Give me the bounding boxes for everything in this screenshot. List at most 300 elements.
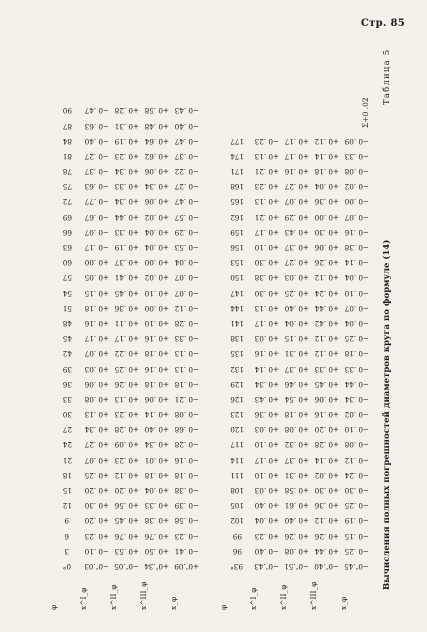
cell-xI: +0 .16 <box>84 319 110 328</box>
cell-xI: +0 .08 <box>84 394 110 404</box>
cell-xIII: +0 .12 <box>314 516 340 526</box>
cell-xIII: +0 .14 <box>314 455 340 465</box>
cell-xI: +0 .23 <box>84 531 110 541</box>
cell-xsum: −0 .13 <box>174 349 200 359</box>
cell-phi: 114 <box>230 455 244 465</box>
cell-xIII: +0 .00 <box>144 303 170 313</box>
cell-xI: +0 .13 <box>254 151 280 161</box>
cell-xI: −0 .67 <box>84 212 110 222</box>
cell-xIII: +0 .16 <box>314 410 340 420</box>
cell-xII: +0 .31 <box>114 121 140 131</box>
cell-xIII: +0 .02 <box>144 273 170 283</box>
cell-xI: +0 .25 <box>84 470 110 480</box>
cell-xII: +0 .37 <box>284 364 310 374</box>
cell-xsum: −0 .21 <box>174 394 200 404</box>
cell-xI: −0 .07 <box>84 227 110 237</box>
cell-xIII: +0 .00 <box>314 212 340 222</box>
cell-xIII: +0 .33 <box>144 501 170 511</box>
cell-xsum: −0 .07 <box>174 273 200 283</box>
cell-xII: +0 .17 <box>284 136 310 146</box>
cell-phi: 6 <box>64 531 70 541</box>
cell-xsum: −0 .27 <box>174 182 200 192</box>
cell-xIII: +0 .36 <box>314 197 340 207</box>
cell-phi: 108 <box>230 486 244 496</box>
cell-phi: 105 <box>230 501 244 511</box>
cell-phi: 138 <box>230 334 244 344</box>
cell-xsum: −0 .04 <box>344 319 370 328</box>
cell-xI: +0 .03 <box>84 364 110 374</box>
cell-xI: +0 .34 <box>254 379 280 389</box>
cell-phi: 69 <box>62 212 72 222</box>
cell-xI: −0 .63 <box>84 121 110 131</box>
cell-xII: −0″.05 <box>114 562 140 571</box>
cell-xIII: +0 .04 <box>144 486 170 496</box>
cell-xIII: +0 .58 <box>144 106 170 116</box>
cell-xI: +0 .18 <box>84 303 110 313</box>
cell-phi: 45 <box>62 334 72 344</box>
cell-xIII: +0 .18 <box>144 470 170 480</box>
cell-xI: +0 .23 <box>254 531 280 541</box>
cell-xI: −0 .40 <box>84 136 110 146</box>
cell-xsum: −0 .16 <box>344 227 370 237</box>
cell-xI: +0 .17 <box>84 334 110 344</box>
cell-xII: +0 .56 <box>114 501 140 511</box>
cell-phi: 99 <box>232 531 242 541</box>
cell-xII: +0 .18 <box>284 410 310 420</box>
cell-phi: 75 <box>62 182 72 192</box>
cell-phi: 9 <box>64 516 70 526</box>
cell-phi: 54 <box>62 288 72 298</box>
cell-phi: 141 <box>230 319 244 328</box>
cell-xII: +0 .23 <box>114 410 140 420</box>
cell-xII: +0 .43 <box>284 227 310 237</box>
cell-xsum: −0 .33 <box>174 334 200 344</box>
cell-xI: +0 .06 <box>84 379 110 389</box>
cell-xsum: −0 .10 <box>344 288 370 298</box>
cell-xII: +0 .61 <box>284 501 310 511</box>
cell-xsum: −0 .08 <box>174 410 200 420</box>
cell-xII: +0 .11 <box>114 319 140 328</box>
cell-xII: +0 .33 <box>114 227 140 237</box>
cell-xIII: +0 .14 <box>144 410 170 420</box>
cell-xI: +0 .17 <box>254 455 280 465</box>
table-title: Вычисления полных погрешностей диаметров круга по формуле (14) <box>382 239 392 590</box>
cell-xI: +0 .13 <box>84 410 110 420</box>
cell-xIII: +0 .18 <box>144 349 170 359</box>
cell-xII: +0 .34 <box>114 197 140 207</box>
cell-phi: 63 <box>62 243 72 253</box>
cell-xI: +0 .14 <box>254 364 280 374</box>
cell-xIII: +0 .02 <box>144 212 170 222</box>
cell-xII: +0 .26 <box>284 531 310 541</box>
cell-xIII: +0 .01 <box>144 455 170 465</box>
cell-xsum: −0 .57 <box>174 212 200 222</box>
header-phi: φ <box>49 604 58 610</box>
cell-xI: +0 .10 <box>254 243 280 253</box>
cell-xI: +0 .03 <box>254 334 280 344</box>
cell-xIII: +0 .62 <box>144 151 170 161</box>
cell-xIII: +0 .18 <box>144 379 170 389</box>
cell-xsum: +0″.09 <box>174 562 200 571</box>
cell-xII: −0″.51 <box>284 562 310 571</box>
cell-xI: +0 .38 <box>254 273 280 283</box>
cell-xI: +0 .04 <box>254 516 280 526</box>
cell-xIII: +0 .38 <box>144 516 170 526</box>
cell-xIII: +0 .04 <box>144 227 170 237</box>
cell-xsum: −0 .41 <box>174 546 200 556</box>
cell-xII: +0 .32 <box>284 440 310 450</box>
cell-xsum: −0 .13 <box>174 364 200 374</box>
cell-xII: +0 .26 <box>114 379 140 389</box>
cell-xIII: +0 .36 <box>314 501 340 511</box>
cell-xI: +0 .16 <box>254 349 280 359</box>
cell-xII: +0 .54 <box>284 394 310 404</box>
cell-xsum: −0 .29 <box>174 227 200 237</box>
cell-xII: +0 .07 <box>284 197 310 207</box>
cell-xIII: +0 .44 <box>314 546 340 556</box>
cell-xIII: +0 .06 <box>144 197 170 207</box>
cell-xsum: −0 .44 <box>344 379 370 389</box>
cell-xsum: −0 .09 <box>344 136 370 146</box>
cell-xI: +0 .13 <box>254 303 280 313</box>
cell-phi: 159 <box>230 227 244 237</box>
cell-xI: +0 .00 <box>84 258 110 268</box>
cell-xsum: −0 .25 <box>344 546 370 556</box>
cell-xI: +0 .30 <box>84 501 110 511</box>
cell-xIII: +0 .12 <box>314 334 340 344</box>
header-xIII: x^III_φ <box>309 581 318 610</box>
cell-phi: 60 <box>62 258 72 268</box>
header-xI: x^I_φ <box>249 587 258 610</box>
cell-xsum: −0 .30 <box>344 486 370 496</box>
cell-phi: 72 <box>62 197 72 207</box>
cell-xsum: −0″.45 <box>344 562 370 571</box>
cell-xsum: −0 .38 <box>344 243 370 253</box>
cell-xIII: +0 .14 <box>314 151 340 161</box>
cell-phi: 36 <box>62 379 72 389</box>
cell-xsum: −0 .02 <box>344 410 370 420</box>
cell-xI: +0 .07 <box>84 455 110 465</box>
header-xsum: x_φ <box>169 596 178 610</box>
cell-xI: −0 .37 <box>84 167 110 177</box>
cell-xsum: −0 .12 <box>174 303 200 313</box>
cell-xII: +0 .28 <box>114 106 140 116</box>
cell-xsum: −0 .24 <box>344 470 370 480</box>
cell-xI: +0 .20 <box>84 516 110 526</box>
cell-xIII: +0 .42 <box>314 319 340 328</box>
header-xI: x^I_φ <box>79 587 88 610</box>
cell-xI: −0 .63 <box>84 182 110 192</box>
cell-xsum: −0 .15 <box>344 531 370 541</box>
cell-phi: 42 <box>62 349 72 359</box>
cell-xII: +0 .08 <box>284 546 310 556</box>
cell-xII: +0 .20 <box>114 486 140 496</box>
cell-phi: 30 <box>62 410 72 420</box>
cell-xII: +0 .27 <box>284 258 310 268</box>
cell-xsum: −0 .68 <box>174 425 200 435</box>
cell-xsum: −0 .25 <box>344 501 370 511</box>
cell-xIII: +0 .02 <box>314 470 340 480</box>
cell-xsum: −0 .08 <box>344 167 370 177</box>
cell-xII: +0 .40 <box>284 303 310 313</box>
cell-xII: +0 .37 <box>284 455 310 465</box>
cell-xsum: −0 .19 <box>344 516 370 526</box>
cell-xII: +0 .31 <box>284 470 310 480</box>
cell-xI: −0 .27 <box>84 151 110 161</box>
cell-xII: +0 .34 <box>114 167 140 177</box>
cell-xII: +0 .17 <box>114 334 140 344</box>
cell-xII: +0 .45 <box>114 288 140 298</box>
cell-xsum: −0 .18 <box>344 349 370 359</box>
cell-xI: −0 .23 <box>254 136 280 146</box>
cell-phi: 66 <box>62 227 72 237</box>
cell-xsum: −0 .00 <box>344 197 370 207</box>
cell-xsum: −0 .12 <box>344 455 370 465</box>
cell-phi: 102 <box>230 516 244 526</box>
cell-phi: 150 <box>230 273 244 283</box>
cell-phi: 33 <box>62 394 72 404</box>
cell-phi: 96 <box>232 546 242 556</box>
cell-phi: 0° <box>62 562 72 571</box>
cell-xsum: −0 .25 <box>344 334 370 344</box>
cell-xsum: −0 .10 <box>344 425 370 435</box>
cell-xIII: +0 .12 <box>314 136 340 146</box>
cell-xI: +0 .20 <box>84 486 110 496</box>
cell-phi: 93° <box>230 562 244 571</box>
cell-xsum: −0 .14 <box>344 258 370 268</box>
cell-xI: +0 .23 <box>254 182 280 192</box>
cell-xIII: −0″.40 <box>314 562 340 571</box>
cell-xII: +0 .13 <box>114 394 140 404</box>
page-number: Стр. 85 <box>360 18 405 29</box>
cell-xI: +0 .05 <box>84 273 110 283</box>
cell-xII: +0 .28 <box>114 425 140 435</box>
cell-xI: −0 .40 <box>254 546 280 556</box>
cell-xI: −0 .77 <box>84 197 110 207</box>
cell-xI: +0 .30 <box>254 258 280 268</box>
cell-phi: 87 <box>62 121 72 131</box>
cell-xsum: −0 .07 <box>344 212 370 222</box>
cell-xIII: +0 .12 <box>314 349 340 359</box>
header-phi: φ <box>219 604 228 610</box>
cell-xII: +0 .22 <box>114 349 140 359</box>
cell-xIII: +0 .30 <box>314 486 340 496</box>
cell-xsum: −0 .58 <box>174 516 200 526</box>
cell-xIII: +0 .18 <box>314 167 340 177</box>
cell-xII: +0 .04 <box>284 319 310 328</box>
cell-phi: 48 <box>62 319 72 328</box>
header-xIII: x^III_φ <box>139 581 148 610</box>
cell-xII: +0 .31 <box>284 349 310 359</box>
cell-xsum: −0 .38 <box>174 486 200 496</box>
cell-xI: −0″.03 <box>84 562 110 571</box>
cell-xII: +0 .23 <box>114 455 140 465</box>
cell-phi: 129 <box>230 379 244 389</box>
cell-phi: 57 <box>62 273 72 283</box>
cell-xsum: −0 .18 <box>174 379 200 389</box>
cell-phi: 18 <box>62 470 72 480</box>
cell-phi: 144 <box>230 303 244 313</box>
cell-xsum: −0 .04 <box>174 258 200 268</box>
cell-xsum: −0 .53 <box>174 243 200 253</box>
cell-xIII: +0 .10 <box>144 319 170 328</box>
cell-phi: 84 <box>62 136 72 146</box>
cell-xII: +0 .23 <box>114 151 140 161</box>
cell-xIII: +0″.34 <box>144 562 170 571</box>
cell-xII: +0 .33 <box>114 182 140 192</box>
cell-xI: +0 .34 <box>84 425 110 435</box>
cell-phi: 120 <box>230 425 244 435</box>
cell-xII: +0 .25 <box>284 288 310 298</box>
cell-xIII: +0 .76 <box>144 531 170 541</box>
cell-xsum: −0 .04 <box>344 273 370 283</box>
cell-xI: +0 .27 <box>84 440 110 450</box>
cell-xI: +0 .21 <box>254 167 280 177</box>
cell-xI: +0 .40 <box>254 501 280 511</box>
cell-xIII: +0 .26 <box>314 258 340 268</box>
cell-xI: +0 .36 <box>254 410 280 420</box>
cell-xsum: −0 .16 <box>174 455 200 465</box>
cell-xsum: −0 .40 <box>174 121 200 131</box>
total-sum: Σ+0 .02 <box>361 97 370 128</box>
cell-xIII: +0 .30 <box>314 227 340 237</box>
cell-xIII: +0 .34 <box>144 182 170 192</box>
cell-xI: +0 .43 <box>254 394 280 404</box>
rotated-table <box>30 50 390 610</box>
cell-phi: 165 <box>230 197 244 207</box>
cell-xII: +0 .17 <box>284 151 310 161</box>
cell-xI: −0 .47 <box>84 106 110 116</box>
cell-xIII: +0 .34 <box>144 440 170 450</box>
cell-xII: +0 .15 <box>284 334 310 344</box>
cell-xII: +0 .41 <box>114 273 140 283</box>
cell-xII: +0 .19 <box>114 243 140 253</box>
cell-phi: 147 <box>230 288 244 298</box>
cell-xsum: −0 .22 <box>174 167 200 177</box>
cell-xsum: −0 .23 <box>174 531 200 541</box>
cell-xII: +0 .08 <box>284 425 310 435</box>
cell-xsum: −0 .47 <box>174 197 200 207</box>
cell-phi: 162 <box>230 212 244 222</box>
cell-xI: +0 .13 <box>254 197 280 207</box>
cell-phi: 21 <box>62 455 72 465</box>
cell-xI: +0 .21 <box>254 212 280 222</box>
cell-xII: +0 .09 <box>114 440 140 450</box>
cell-phi: 177 <box>230 136 244 146</box>
cell-xII: +0 .58 <box>284 486 310 496</box>
cell-xIII: +0 .44 <box>314 303 340 313</box>
cell-phi: 156 <box>230 243 244 253</box>
cell-phi: 51 <box>62 303 72 313</box>
cell-xsum: −0 .28 <box>174 319 200 328</box>
cell-xIII: +0 .06 <box>144 394 170 404</box>
cell-xII: +0 .27 <box>284 182 310 192</box>
cell-phi: 117 <box>230 440 244 450</box>
cell-xII: +0 .36 <box>114 303 140 313</box>
cell-xsum: −0 .07 <box>344 303 370 313</box>
cell-xIII: +0 .12 <box>314 273 340 283</box>
cell-xsum: −0 .43 <box>174 106 200 116</box>
cell-xIII: +0 .40 <box>144 425 170 435</box>
cell-phi: 174 <box>230 151 244 161</box>
table-label: Таблица 5 <box>382 48 392 105</box>
cell-xIII: +0 .00 <box>144 258 170 268</box>
header-xsum: x_φ <box>339 596 348 610</box>
cell-xIII: +0 .48 <box>144 121 170 131</box>
cell-phi: 126 <box>230 394 244 404</box>
cell-xI: +0 .03 <box>254 425 280 435</box>
cell-xsum: −0 .47 <box>174 136 200 146</box>
cell-xI: −0 .10 <box>84 546 110 556</box>
cell-xsum: −0 .02 <box>344 182 370 192</box>
cell-xII: +0 .19 <box>114 136 140 146</box>
cell-xI: −0 .17 <box>84 243 110 253</box>
cell-xII: +0 .37 <box>284 243 310 253</box>
cell-phi: 111 <box>230 470 244 480</box>
cell-phi: 78 <box>62 167 72 177</box>
cell-phi: 123 <box>230 410 244 420</box>
cell-xII: +0 .03 <box>284 273 310 283</box>
cell-phi: 12 <box>62 501 72 511</box>
cell-xII: +0 .44 <box>114 212 140 222</box>
cell-xIII: +0 .16 <box>144 364 170 374</box>
cell-phi: 24 <box>62 440 72 450</box>
cell-xII: +0 .40 <box>284 516 310 526</box>
cell-xIII: +0 .45 <box>314 379 340 389</box>
cell-xII: +0 .12 <box>114 470 140 480</box>
cell-xIII: +0 .24 <box>314 288 340 298</box>
cell-xII: +0 .29 <box>284 212 310 222</box>
cell-xIII: +0 .64 <box>144 136 170 146</box>
cell-xII: +0 .25 <box>114 364 140 374</box>
cell-xsum: −0 .37 <box>174 151 200 161</box>
cell-xIII: +0 .06 <box>314 394 340 404</box>
cell-xsum: −0 .33 <box>344 364 370 374</box>
cell-xsum: −0 .34 <box>344 394 370 404</box>
cell-phi: 81 <box>62 151 72 161</box>
cell-xII: +0 .53 <box>114 546 140 556</box>
cell-phi: 135 <box>230 349 244 359</box>
cell-xI: −0″.43 <box>254 562 280 571</box>
cell-xsum: −0 .08 <box>344 440 370 450</box>
cell-xI: +0 .15 <box>84 288 110 298</box>
cell-phi: 15 <box>62 486 72 496</box>
cell-xsum: −0 .28 <box>174 440 200 450</box>
cell-xI: +0 .17 <box>254 319 280 328</box>
cell-phi: 171 <box>230 167 244 177</box>
cell-xIII: +0 .33 <box>314 364 340 374</box>
cell-xIII: +0 .28 <box>314 440 340 450</box>
cell-xII: +0 .16 <box>284 167 310 177</box>
cell-xI: +0 .07 <box>84 349 110 359</box>
cell-xIII: +0 .06 <box>144 167 170 177</box>
cell-xI: +0 .03 <box>254 486 280 496</box>
cell-xII: +0 .76 <box>114 531 140 541</box>
cell-phi: 39 <box>62 364 72 374</box>
cell-phi: 3 <box>64 546 70 556</box>
cell-xI: +0 .10 <box>254 440 280 450</box>
cell-xIII: +0 .16 <box>144 334 170 344</box>
cell-phi: 168 <box>230 182 244 192</box>
cell-xIII: +0 .50 <box>144 546 170 556</box>
cell-xsum: −0 .18 <box>174 470 200 480</box>
cell-xsum: −0 .07 <box>174 288 200 298</box>
cell-xsum: −0 .33 <box>344 151 370 161</box>
cell-xIII: +0 .04 <box>314 182 340 192</box>
cell-xII: +0 .46 <box>284 379 310 389</box>
cell-xI: +0 .30 <box>254 288 280 298</box>
cell-xIII: +0 .20 <box>314 425 340 435</box>
